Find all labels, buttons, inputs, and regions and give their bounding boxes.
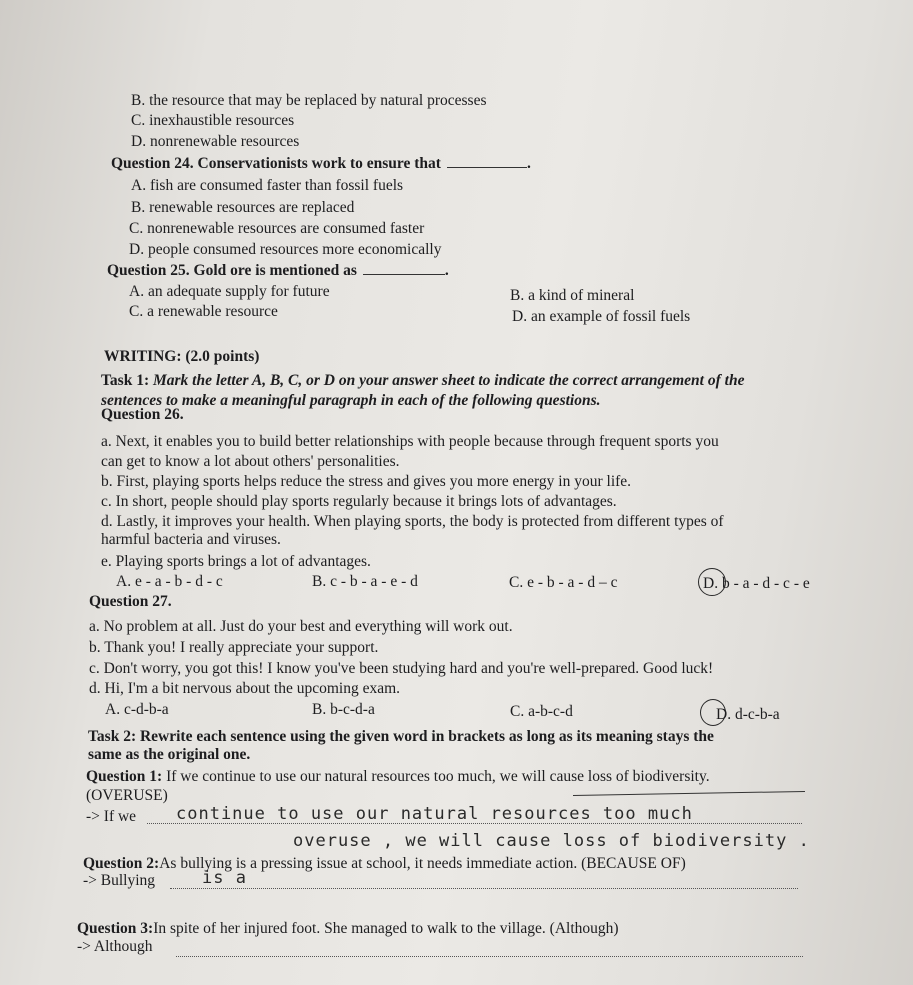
task2-q2-prompt: Question 2:As bullying is a pressing issue at school, it needs immediate action. (BECAUSE OF): [83, 855, 686, 872]
q26-sentence-a: a. Next, it enables you to build better relationships with people because through frequent sports you: [101, 433, 719, 450]
q27-sentence-b: b. Thank you! I really appreciate your support.: [89, 639, 379, 656]
q26-sentence-c: c. In short, people should play sports regularly because it brings lots of advantages.: [101, 493, 617, 510]
q27-title: Question 27.: [89, 593, 172, 610]
q26-sentence-b: b. First, playing sports helps reduce the stress and gives you more energy in your life.: [101, 473, 632, 490]
q26-option-c: C. e - b - a - d – c: [509, 574, 618, 591]
q27-option-a: A. c-d-b-a: [105, 701, 169, 718]
writing-heading: WRITING: (2.0 points): [104, 348, 260, 365]
q25-option-c: C. a renewable resource: [129, 303, 278, 320]
task1-instruction-line2: sentences to make a meaningful paragraph in each of the following questions.: [101, 392, 601, 409]
q24-option-b: B. renewable resources are replaced: [131, 199, 355, 216]
task2-q3-prompt: Question 3:In spite of her injured foot. She managed to walk to the village. (Although): [77, 920, 619, 937]
q27-sentence-c: c. Don't worry, you got this! I know you've been studying hard and you're well-prepared. Good luck!: [89, 660, 714, 677]
pen-underline: [573, 791, 805, 796]
q24-option-a: A. fish are consumed faster than fossil fuels: [131, 177, 404, 194]
q25-option-a: A. an adequate supply for future: [129, 283, 330, 300]
task2-q2-answer-prefix: -> Bullying: [83, 872, 156, 889]
q24-stem: Question 24. Conservationists work to ensure that .: [111, 155, 531, 172]
task2-q1-word: (OVERUSE): [86, 787, 168, 804]
task2-q1-handwritten-answer[interactable]: continue to use our natural resources too much: [176, 804, 693, 824]
q27-sentence-d: d. Hi, I'm a bit nervous about the upcoming exam.: [89, 680, 401, 697]
task2-q1-prompt: Question 1: If we continue to use our natural resources too much, we will cause loss of biodiversity.: [86, 768, 710, 785]
q26-option-d: D. b - a - d - c - e: [703, 575, 810, 592]
task1-instruction-line1: Task 1: Mark the letter A, B, C, or D on your answer sheet to indicate the correct arrangement of the: [101, 372, 745, 389]
q27-option-d: D. d-c-b-a: [716, 706, 780, 723]
q26-sentence-e: e. Playing sports brings a lot of advantages.: [101, 553, 371, 570]
q25-option-b: B. a kind of mineral: [510, 287, 635, 304]
q26-option-a: A. e - a - b - d - c: [116, 573, 223, 590]
q23-option-c: C. inexhaustible resources: [131, 112, 295, 129]
q26-sentence-a-cont: can get to know a lot about others' personalities.: [101, 453, 400, 470]
q25-stem: Question 25. Gold ore is mentioned as .: [107, 262, 449, 279]
q23-option-d: D. nonrenewable resources: [131, 133, 300, 150]
q27-option-c: C. a-b-c-d: [510, 703, 573, 720]
q24-option-c: C. nonrenewable resources are consumed faster: [129, 220, 425, 237]
q27-sentence-a: a. No problem at all. Just do your best and everything will work out.: [89, 618, 513, 635]
task2-q2-handwritten-answer[interactable]: is a: [202, 868, 247, 888]
q26-sentence-d: d. Lastly, it improves your health. When playing sports, the body is protected from different types of: [101, 513, 724, 530]
task2-heading: Task 2: Rewrite each sentence using the given word in brackets as long as its meaning stays the: [88, 728, 714, 745]
answer-dotted-line[interactable]: [176, 956, 803, 957]
q25-option-d: D. an example of fossil fuels: [512, 308, 691, 325]
q24-option-d: D. people consumed resources more economically: [129, 241, 442, 258]
q27-option-b: B. b-c-d-a: [312, 701, 375, 718]
answer-dotted-line: [170, 888, 798, 889]
task2-q1-handwritten-answer-cont[interactable]: overuse , we will cause loss of biodiversity .: [293, 831, 810, 851]
task2-q3-answer-prefix: -> Although: [77, 938, 153, 955]
q26-title: Question 26.: [101, 406, 184, 423]
q26-sentence-d-cont: harmful bacteria and viruses.: [101, 531, 281, 548]
task2-heading-cont: same as the original one.: [88, 746, 251, 763]
task2-q1-answer-prefix: -> If we: [86, 808, 137, 825]
q23-option-b: B. the resource that may be replaced by natural processes: [131, 92, 487, 109]
q26-option-b: B. c - b - a - e - d: [312, 573, 418, 590]
